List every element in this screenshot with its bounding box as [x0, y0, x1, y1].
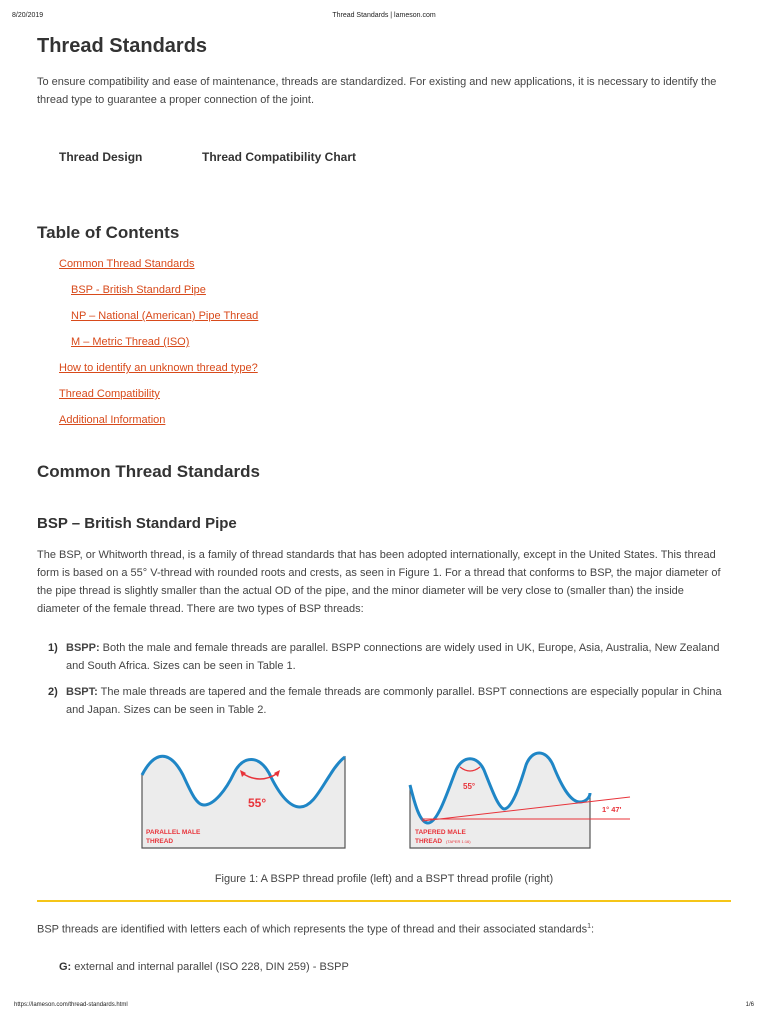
intro-paragraph: To ensure compatibility and ease of maintenance, threads are standardized. For existing and new applications, it is necessary to identify the thread type to guarantee a proper connection of the joint.	[37, 76, 717, 106]
tab-thread-design[interactable]: Thread Design	[59, 150, 143, 164]
identify-paragraph	[37, 918, 729, 939]
thread-profile-figure	[130, 745, 640, 855]
print-date: 8/20/2019	[12, 12, 44, 19]
print-footer	[0, 1002, 768, 1014]
bspt-label-taper-note: (TAPER 1:16)	[446, 839, 471, 844]
bspp-label-line1: PARALLEL MALE	[146, 829, 201, 836]
page-title: Thread Standards	[37, 35, 208, 57]
list-number-2: 2)	[48, 686, 58, 698]
figure-caption: Figure 1: A BSPP thread profile (left) and a BSPT thread profile (right)	[214, 873, 554, 885]
tab-thread-compatibility-chart[interactable]: Thread Compatibility Chart	[202, 150, 357, 164]
identify-tail: :	[591, 923, 595, 936]
g-item	[59, 958, 719, 976]
bspt-taper-label: 1° 47'	[602, 805, 622, 814]
toc-heading: Table of Contents	[37, 223, 180, 242]
bspt-angle-label: 55°	[463, 782, 476, 791]
list-item-bspt	[66, 683, 726, 719]
g-term: G:	[59, 961, 72, 973]
toc-link-np[interactable]: NP – National (American) Pipe Thread	[71, 310, 259, 322]
bspt-label-line1: TAPERED MALE	[415, 829, 466, 836]
bspt-text: The male threads are tapered and the female threads are commonly parallel. BSPT connections are especially popular in China and Japan. Sizes can be seen in Table 2.	[66, 686, 722, 716]
bsp-heading: BSP – British Standard Pipe	[37, 515, 237, 532]
bspp-angle-label: 55°	[248, 796, 267, 810]
section-heading-common-thread-standards: Common Thread Standards	[37, 462, 260, 481]
identify-text: BSP threads are identified with letters each of which represents the type of thread and their associated standards	[37, 923, 588, 936]
bspp-thread-profile	[142, 756, 345, 848]
toc-link-bsp[interactable]: BSP - British Standard Pipe	[71, 284, 206, 296]
bspt-label-line2: THREAD	[415, 838, 443, 845]
toc-link-thread-compatibility[interactable]: Thread Compatibility	[59, 388, 160, 400]
bspp-arrow-right	[274, 770, 280, 777]
print-title: Thread Standards | lameson.com	[332, 12, 436, 19]
toc-link-identify-unknown-thread[interactable]: How to identify an unknown thread type?	[59, 362, 258, 374]
g-text: external and internal parallel (ISO 228, DIN 259) - BSPP	[71, 961, 349, 973]
yellow-divider	[37, 900, 731, 902]
bspp-label-line2: THREAD	[146, 838, 174, 845]
bspp-term: BSPP:	[66, 642, 100, 654]
bsp-paragraph: The BSP, or Whitworth thread, is a family of thread standards that has been adopted internationally, except in the United States. This thread form is based on a 55° V-thread with rounded roots and crests, as seen in Figure 1. For a thread that conforms to BSP, the major diameter of the pipe thread is slightly smaller than the actual OD of the pipe, and the minor diameter will be very close to (smaller than) the inside diameter of the female thread. There are two types of BSP threads:	[37, 549, 721, 615]
print-header	[0, 12, 768, 24]
print-url: https://lameson.com/thread-standards.html	[14, 1002, 128, 1008]
footnote-ref: 1	[587, 923, 592, 930]
toc-link-common-thread-standards[interactable]: Common Thread Standards	[59, 258, 195, 270]
print-page-number: 1/6	[745, 1002, 754, 1008]
bspt-term: BSPT:	[66, 686, 98, 698]
toc-link-additional-information[interactable]: Additional Information	[59, 414, 166, 426]
list-number-1: 1)	[48, 642, 58, 654]
toc-link-metric[interactable]: M – Metric Thread (ISO)	[71, 336, 190, 348]
list-item-bspp	[66, 639, 726, 675]
bspt-thread-profile	[410, 753, 630, 848]
bspp-text: Both the male and female threads are parallel. BSPP connections are widely used in UK, Europe, Asia, Australia, New Zealand and South Africa. Sizes can be seen in Table 1.	[66, 642, 720, 672]
